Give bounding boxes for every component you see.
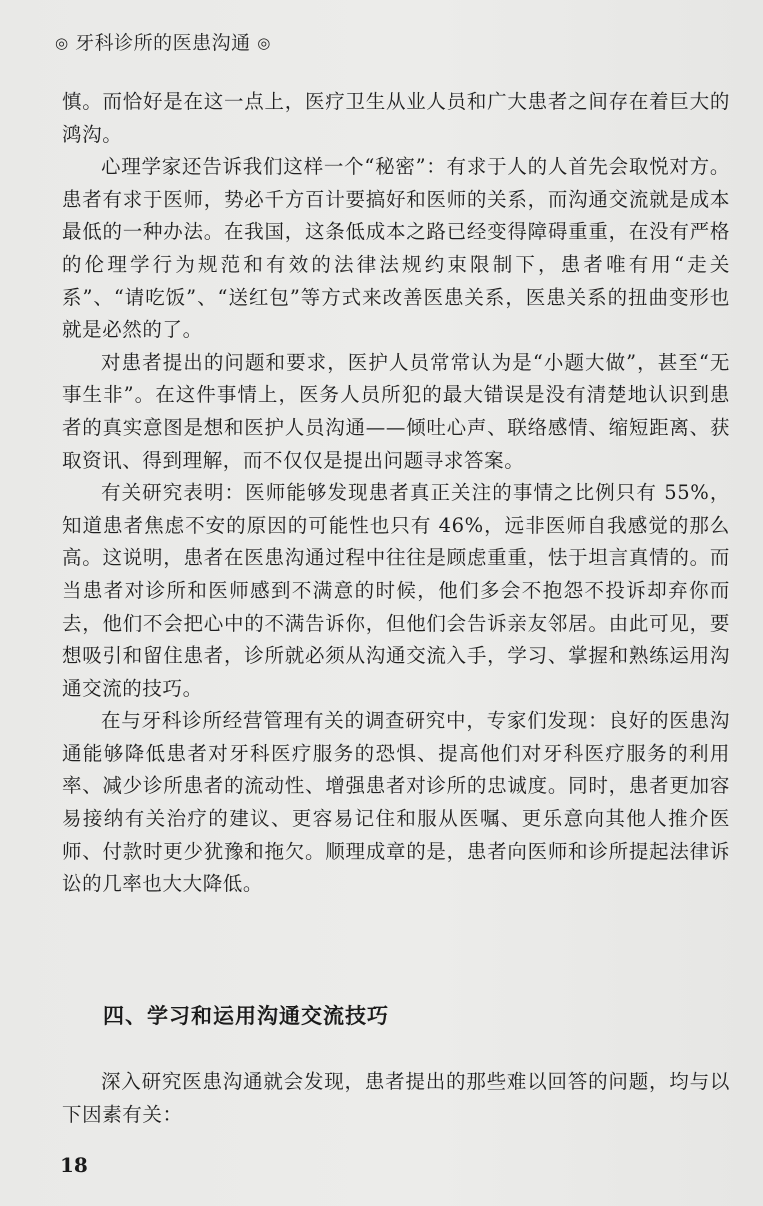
body-text [62, 86, 730, 901]
circle-ornament-icon: ◎ [257, 34, 271, 52]
section-body-text [62, 1066, 730, 1131]
running-header-title: 牙科诊所的医患沟通 [75, 32, 251, 54]
paragraph: 在与牙科诊所经营管理有关的调查研究中，专家们发现：良好的医患沟通能够降低患者对牙科医疗服务的恐惧、提高他们对牙科医疗服务的利用率、减少诊所患者的流动性、增强患者对诊所的忠诚度。同时，患者更加容易接纳有关治疗的建议、更容易记住和服从医嘱、更乐意向其他人推介医师、付款时更少犹豫和拖欠。顺理成章的是，患者向医师和诊所提起法律诉讼的几率也大大降低。 [62, 709, 730, 896]
section-heading: 四、学习和运用沟通交流技巧 [103, 1004, 389, 1028]
paragraph: 深入研究医患沟通就会发现，患者提出的那些难以回答的问题，均与以下因素有关： [62, 1070, 730, 1126]
page-number: 18 [60, 1153, 88, 1177]
circle-ornament-icon: ◎ [55, 34, 69, 52]
running-header [55, 28, 271, 55]
paragraph-continued: 慎。而恰好是在这一点上，医疗卫生从业人员和广大患者之间存在着巨大的鸿沟。 [62, 90, 730, 146]
paragraph: 心理学家还告诉我们这样一个“秘密”：有求于人的人首先会取悦对方。患者有求于医师，势必千方百计要搞好和医师的关系，而沟通交流就是成本最低的一种办法。在我国，这条低成本之路已经变得障碍重重，在没有严格的伦理学行为规范和有效的法律法规约束限制下，患者唯有用“走关系”、“请吃饭”、“送红包”等方式来改善医患关系，医患关系的扭曲变形也就是必然的了。 [62, 155, 730, 342]
paragraph: 有关研究表明：医师能够发现患者真正关注的事情之比例只有 55%，知道患者焦虑不安的原因的可能性也只有 46%，远非医师自我感觉的那么高。这说明，患者在医患沟通过程中往往是顾虑重重，怯于坦言真情的。而当患者对诊所和医师感到不满意的时候，他们多会不抱怨不投诉却弃你而去，他们不会把心中的不满告诉你，但他们会告诉亲友邻居。由此可见，要想吸引和留住患者，诊所就必须从沟通交流入手，学习、掌握和熟练运用沟通交流的技巧。 [62, 481, 730, 700]
paragraph: 对患者提出的问题和要求，医护人员常常认为是“小题大做”，甚至“无事生非”。在这件事情上，医务人员所犯的最大错误是没有清楚地认识到患者的真实意图是想和医护人员沟通——倾吐心声、联络感情、缩短距离、获取资讯、得到理解，而不仅仅是提出问题寻求答案。 [62, 350, 730, 472]
